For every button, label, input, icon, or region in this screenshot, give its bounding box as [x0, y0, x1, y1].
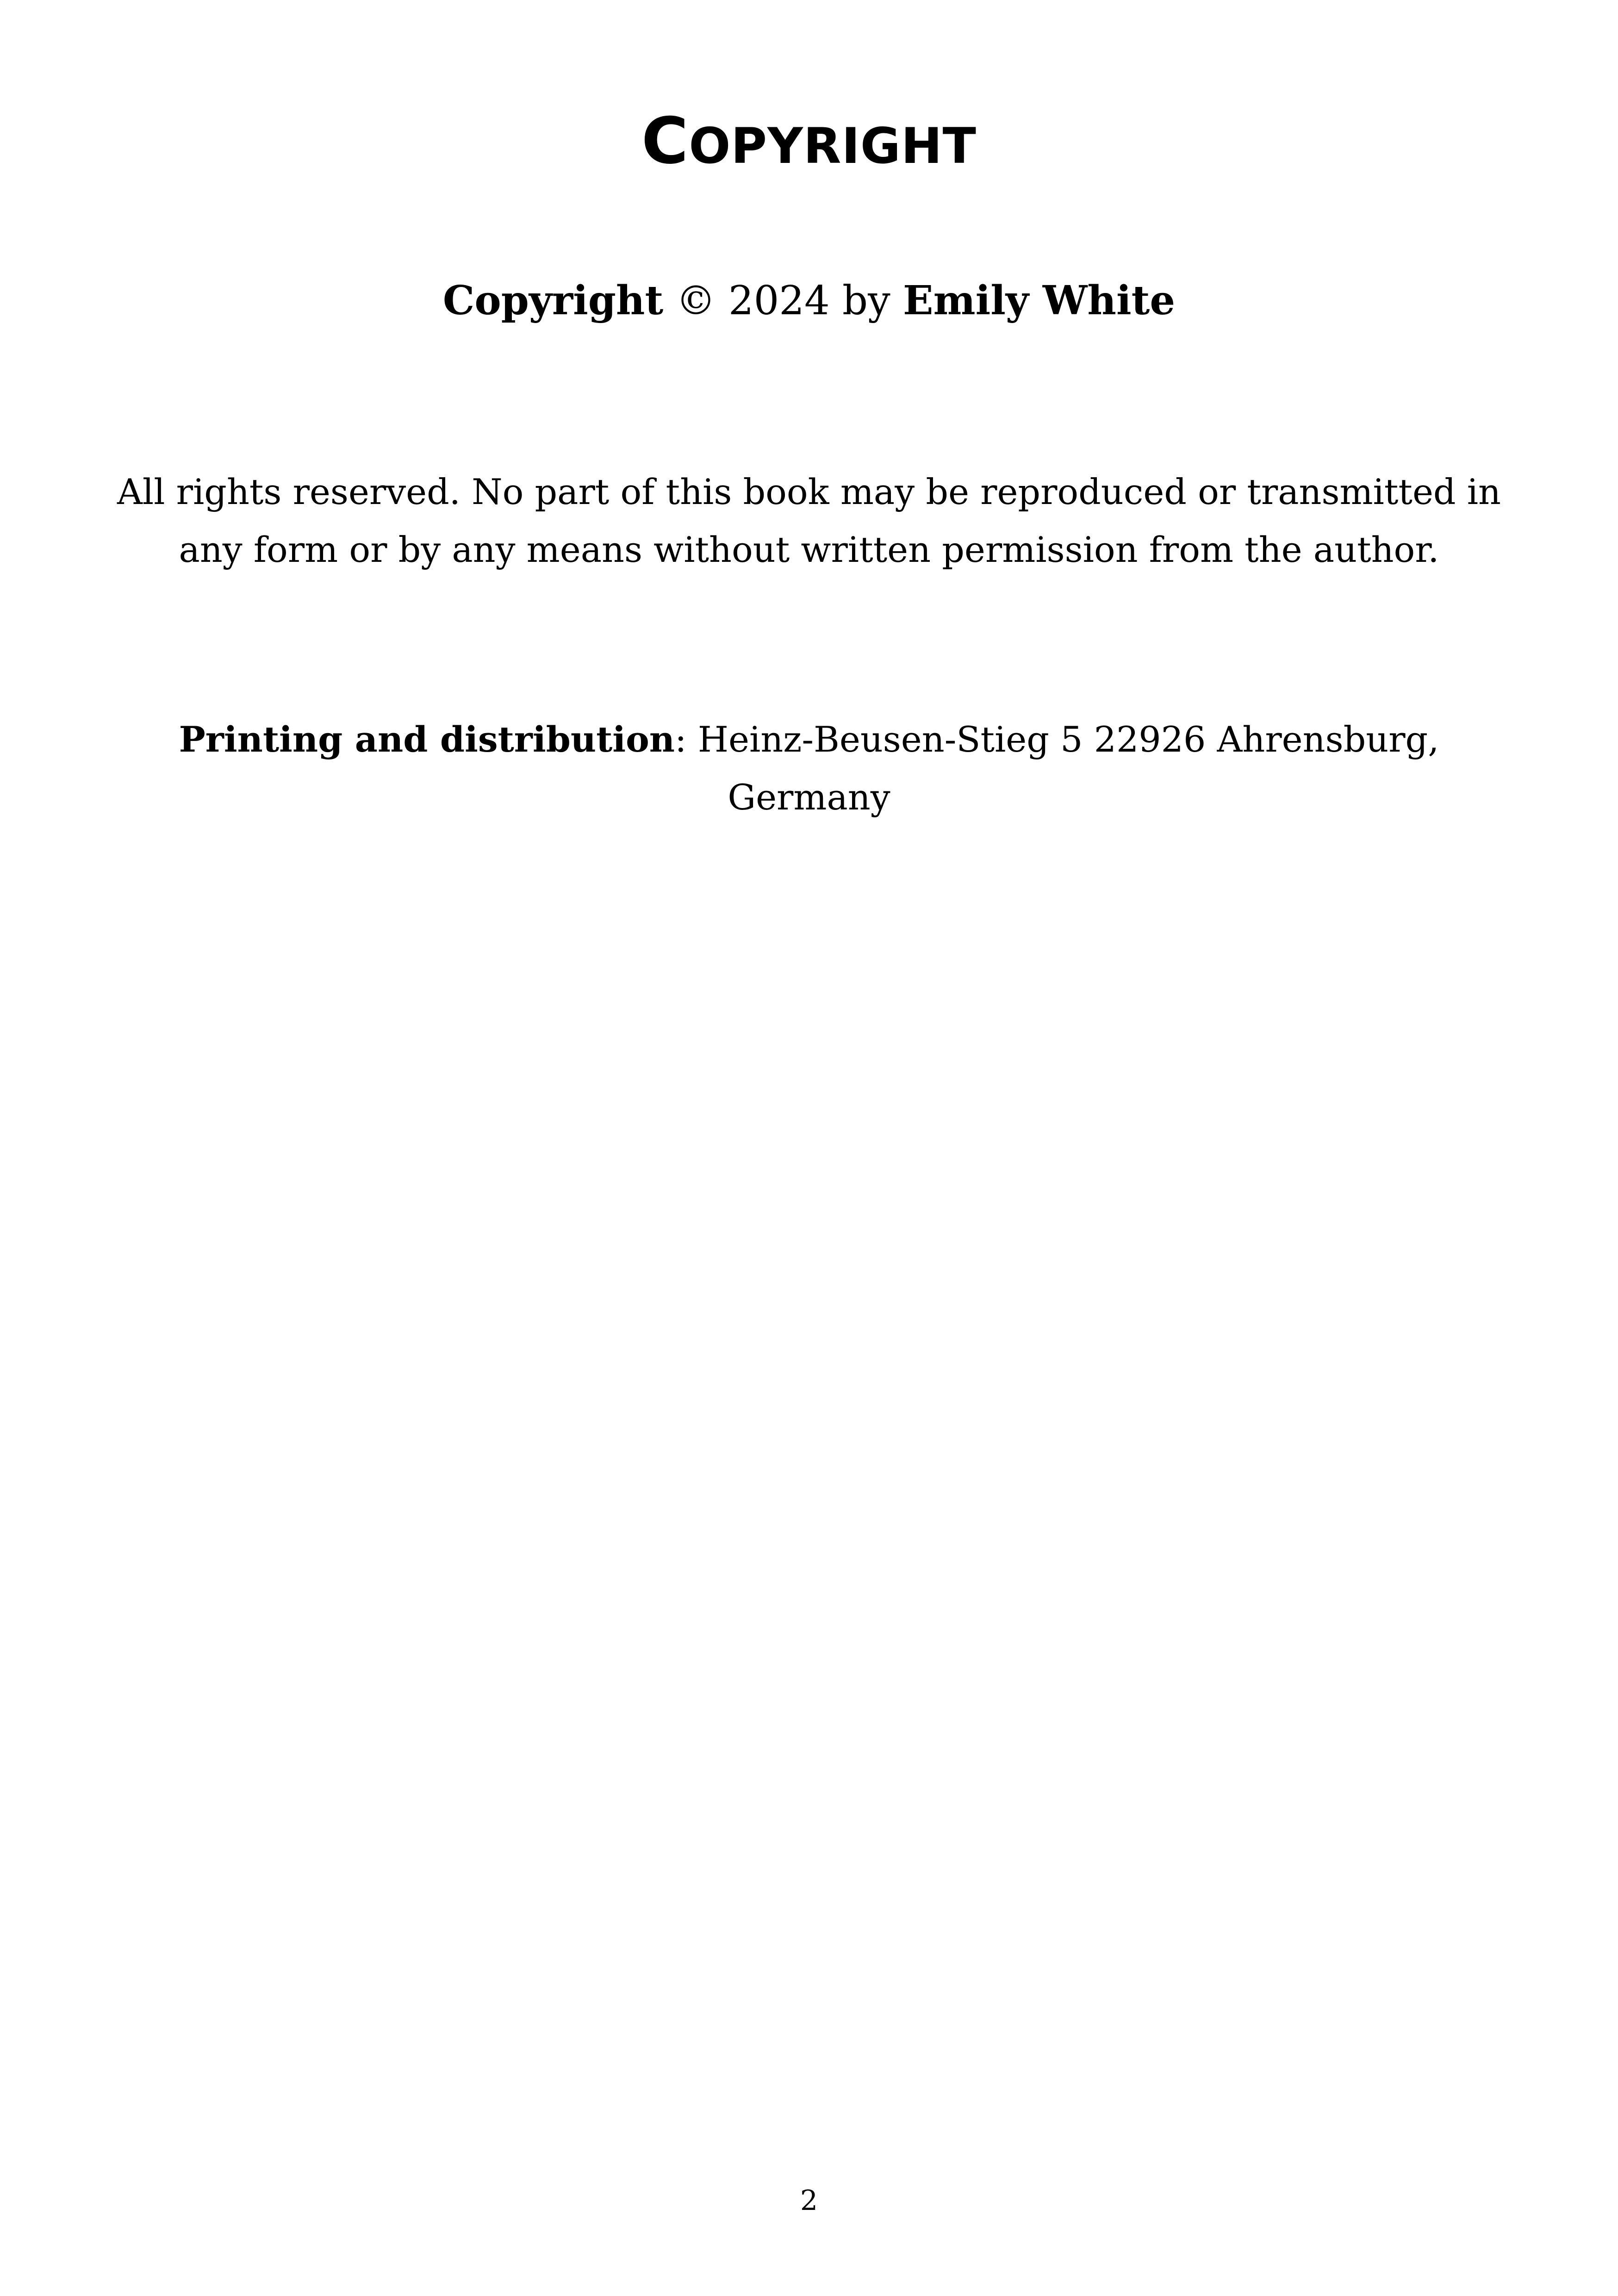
printing-label: Printing and distribution — [179, 719, 675, 760]
title-rest: OPYRIGHT — [689, 118, 977, 174]
title-initial: C — [641, 104, 689, 178]
copyright-label: Copyright — [442, 277, 664, 324]
page-number: 2 — [800, 2184, 818, 2217]
author-name: Emily White — [903, 277, 1176, 324]
printing-address: Heinz-Beusen-Stieg 5 22926 Ahrensburg, Germany — [697, 719, 1439, 818]
copyright-year: © 2024 by — [663, 278, 903, 324]
printing-separator: : — [675, 719, 698, 760]
page-title — [0, 95, 1618, 193]
printing-paragraph — [139, 710, 1479, 826]
rights-paragraph: All rights reserved. No part of this book may be reproduced or transmitted in any form or by any means without written permission from the author. — [117, 471, 1501, 570]
copyright-line — [0, 271, 1618, 331]
